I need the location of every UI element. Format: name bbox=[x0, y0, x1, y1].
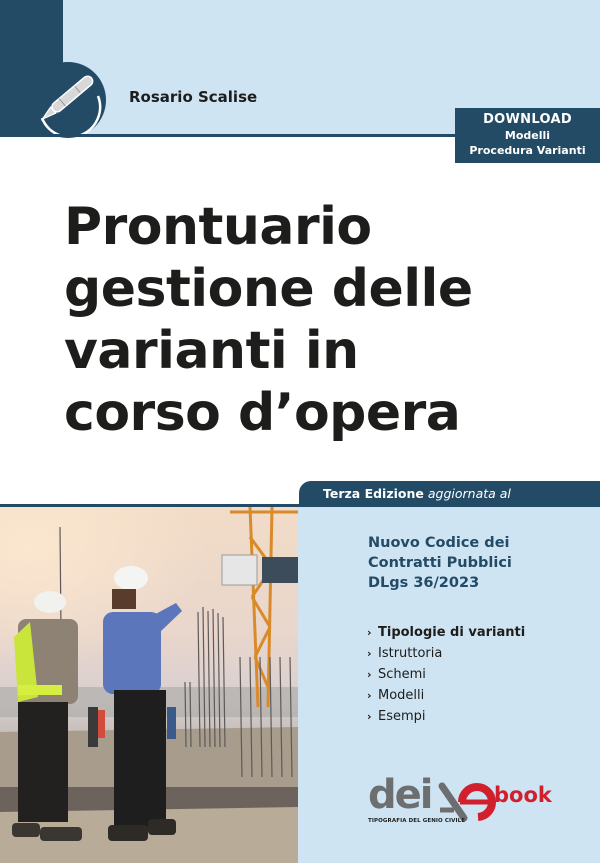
topic-item bbox=[367, 706, 525, 727]
topic-list bbox=[367, 622, 525, 727]
topic-item bbox=[367, 622, 525, 643]
chevron-right-icon: › bbox=[367, 647, 372, 660]
publisher-logo bbox=[368, 772, 568, 830]
edition-tab bbox=[299, 481, 600, 507]
legal-reference bbox=[368, 533, 512, 593]
chevron-right-icon: › bbox=[367, 710, 372, 723]
title-line-1: Prontuario bbox=[64, 197, 372, 257]
topic-item bbox=[367, 664, 525, 685]
code-line-3: DLgs 36/2023 bbox=[368, 575, 480, 591]
publisher-tagline: TIPOGRAFIA DEL GENIO CIVILE bbox=[368, 818, 466, 824]
book-title bbox=[64, 196, 534, 444]
download-title: DOWNLOAD bbox=[483, 112, 572, 127]
edition-updated-label: aggiornata al bbox=[427, 486, 511, 501]
chevron-right-icon: › bbox=[367, 668, 372, 681]
topic-item bbox=[367, 643, 525, 664]
author-name: Rosario Scalise bbox=[129, 88, 258, 106]
download-badge bbox=[455, 108, 600, 163]
code-line-1: Nuovo Codice dei bbox=[368, 535, 510, 551]
download-line-2: Procedura Varianti bbox=[469, 144, 586, 157]
topic-label: Esempi bbox=[378, 709, 426, 724]
publisher-name: dei bbox=[368, 772, 432, 818]
construction-scene-image bbox=[0, 507, 298, 863]
construction-photo bbox=[0, 507, 298, 863]
download-line-1: Modelli bbox=[504, 129, 551, 142]
chevron-right-icon: › bbox=[367, 626, 372, 639]
code-line-2: Contratti Pubblici bbox=[368, 555, 512, 571]
title-line-4: corso d’opera bbox=[64, 383, 461, 443]
topic-label: Schemi bbox=[378, 667, 426, 682]
title-line-2: gestione delle bbox=[64, 259, 473, 319]
chevron-right-icon: › bbox=[367, 689, 372, 702]
topic-label: Tipologie di varianti bbox=[378, 625, 526, 640]
ebook-label: book bbox=[494, 783, 552, 807]
edition-label: Terza Edizione bbox=[323, 486, 424, 501]
title-line-3: varianti in bbox=[64, 321, 359, 381]
fountain-pen-icon bbox=[30, 56, 110, 136]
topic-label: Istruttoria bbox=[378, 646, 443, 661]
ebook-e-icon bbox=[438, 782, 496, 822]
topic-label: Modelli bbox=[378, 688, 425, 703]
topic-item bbox=[367, 685, 525, 706]
